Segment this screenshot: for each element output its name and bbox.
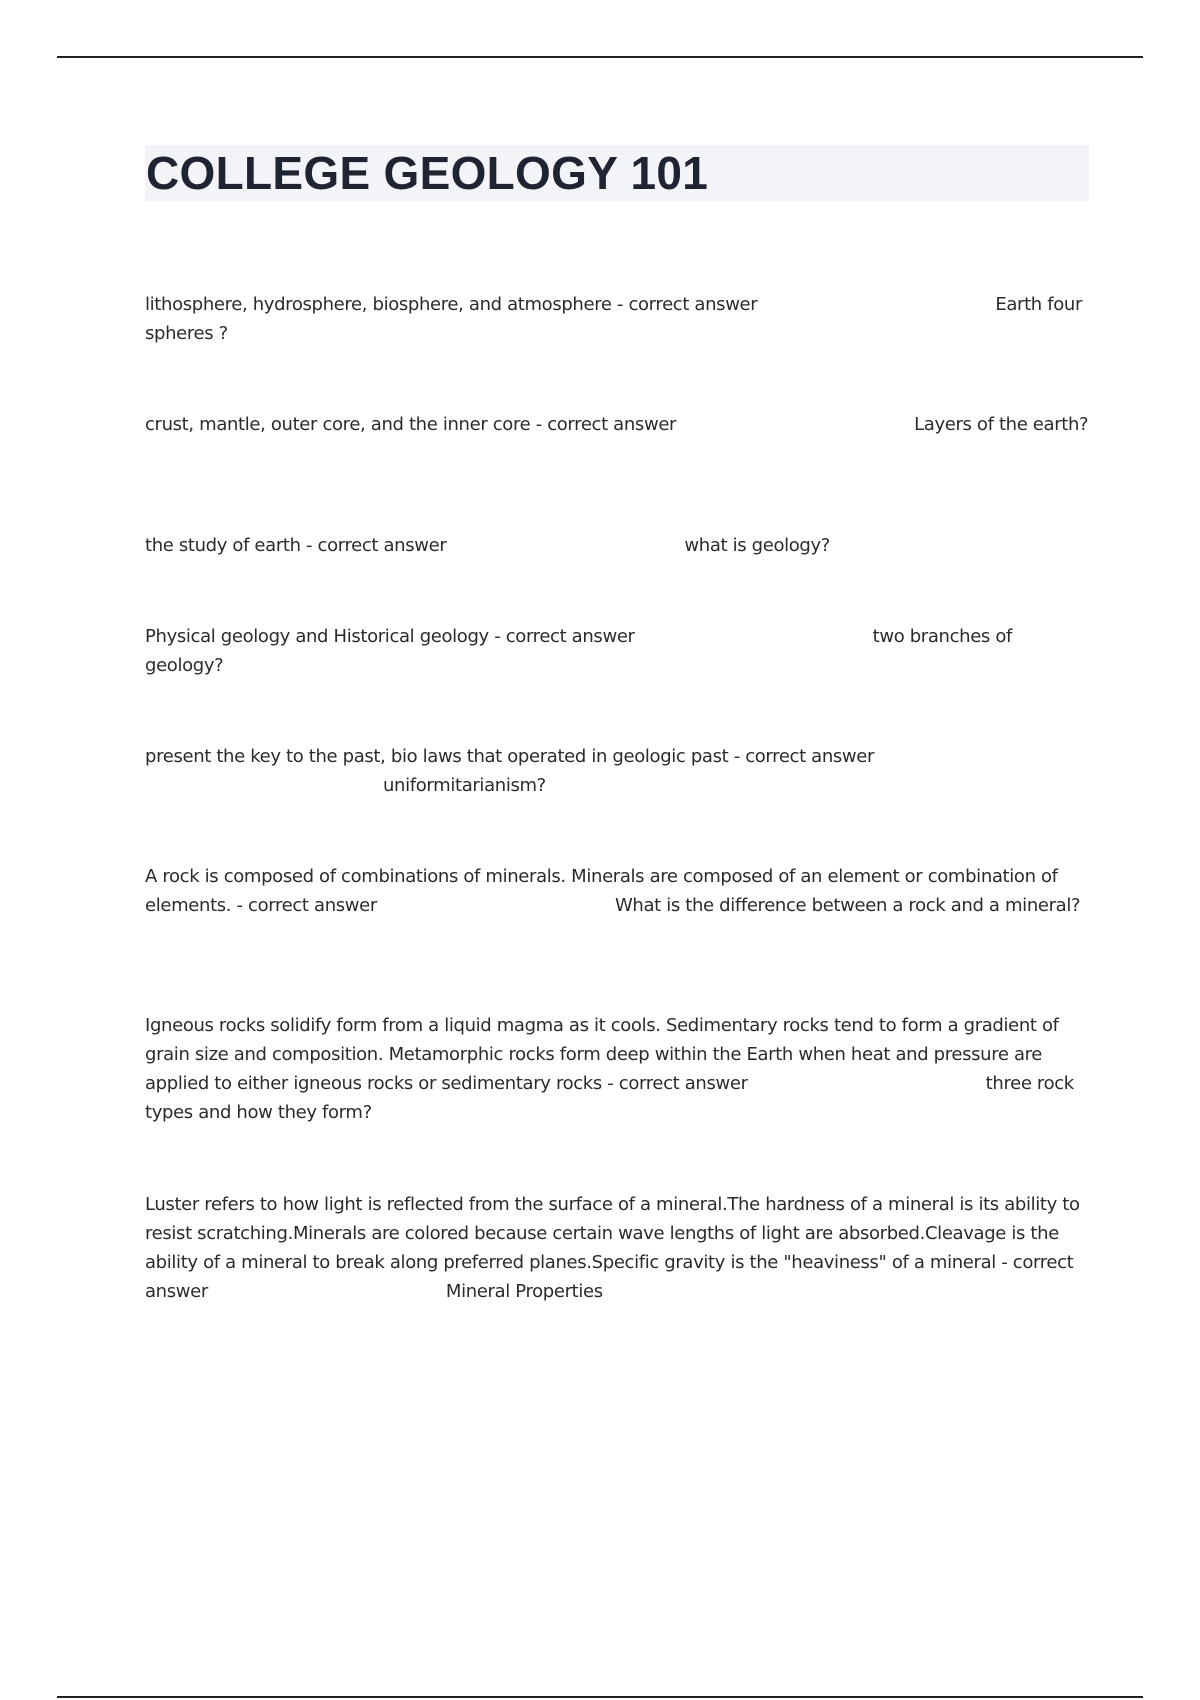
page-bottom-rule: [57, 1696, 1143, 1698]
flashcard-5: [145, 742, 1090, 800]
flashcard-answer: present the key to the past, bio laws that operated in geologic past - correct answer: [145, 746, 875, 767]
flashcard-answer: Physical geology and Historical geology - correct answer: [145, 626, 635, 647]
document-title: COLLEGE GEOLOGY 101: [146, 147, 709, 199]
flashcard-1: [145, 290, 1090, 348]
flashcard-7: [145, 1011, 1090, 1127]
flashcard-answer: Luster refers to how light is reflected from the surface of a mineral.The hardness of a mineral is its ability to resist scratching.Minerals are colored because certain wave lengths of light are absorbed.Cleavage is the ability of a mineral to break along preferred planes.Specific gravity is the "heaviness" of a mineral - correct answer: [145, 1194, 1080, 1302]
flashcard-8: [145, 1190, 1090, 1306]
flashcard-question: Earth four spheres ?: [145, 294, 1082, 344]
flashcard-question: Mineral Properties: [445, 1281, 603, 1302]
flashcard-6: [145, 862, 1090, 920]
flashcard-answer: the study of earth - correct answer: [145, 535, 447, 556]
flashcard-3: [145, 531, 1090, 560]
flashcard-answer: lithosphere, hydrosphere, biosphere, and atmosphere - correct answer: [145, 294, 758, 315]
flashcard-question: two branches of geology?: [145, 626, 1012, 676]
flashcard-answer: crust, mantle, outer core, and the inner core - correct answer: [145, 414, 677, 435]
flashcard-2: [145, 410, 1090, 439]
flashcard-question: What is the difference between a rock and a mineral?: [614, 895, 1081, 916]
page-top-rule: [57, 56, 1143, 58]
flashcard-answer: A rock is composed of combinations of minerals. Minerals are composed of an element or combination of elements. - correct answer: [145, 866, 1058, 916]
flashcard-question: Layers of the earth?: [914, 414, 1089, 435]
flashcard-4: [145, 622, 1090, 680]
flashcard-question: uniformitarianism?: [383, 775, 546, 796]
flashcard-answer: Igneous rocks solidify form from a liquid magma as it cools. Sedimentary rocks tend to form a gradient of grain size and composition. Metamorphic rocks form deep within the Earth when heat and pressure are applied to either igneous rocks or sedimentary rocks - correct answer: [145, 1015, 1059, 1094]
flashcard-question: three rock types and how they form?: [145, 1073, 1074, 1123]
flashcard-question: what is geology?: [684, 535, 831, 556]
